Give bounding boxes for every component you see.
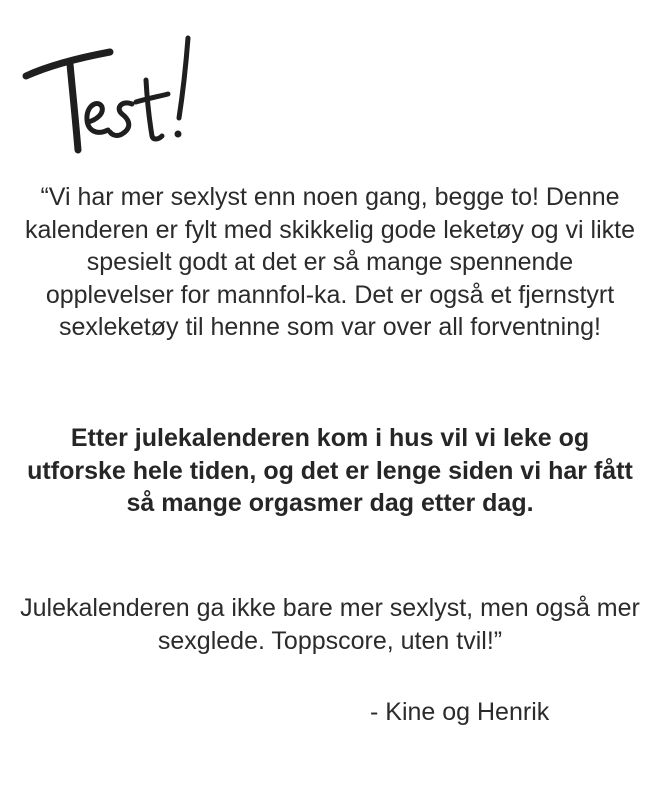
- testimonial-signature: - Kine og Henrik: [370, 698, 550, 726]
- testimonial-paragraph-3: Julekalenderen ga ikke bare mer sexlyst, men også mer sexglede. Toppscore, uten tvil!”: [20, 594, 640, 655]
- testimonial-paragraph-1: “Vi har mer sexlyst enn noen gang, begge to! Denne kalenderen er fylt med skikkelig gode leketøy og vi likte spesielt godt at det er så mange spennende opplevelser for mannfol-ka. Det er også et fjernstyrt sexleketøy til henne som var over all forventning!: [24, 183, 635, 341]
- testimonial-paragraph-2-bold: Etter julekalenderen kom i hus vil vi leke og utforske hele tiden, og det er lenge siden vi har fått så mange orgasmer dag etter dag.: [27, 424, 633, 517]
- test-logo: [18, 14, 198, 164]
